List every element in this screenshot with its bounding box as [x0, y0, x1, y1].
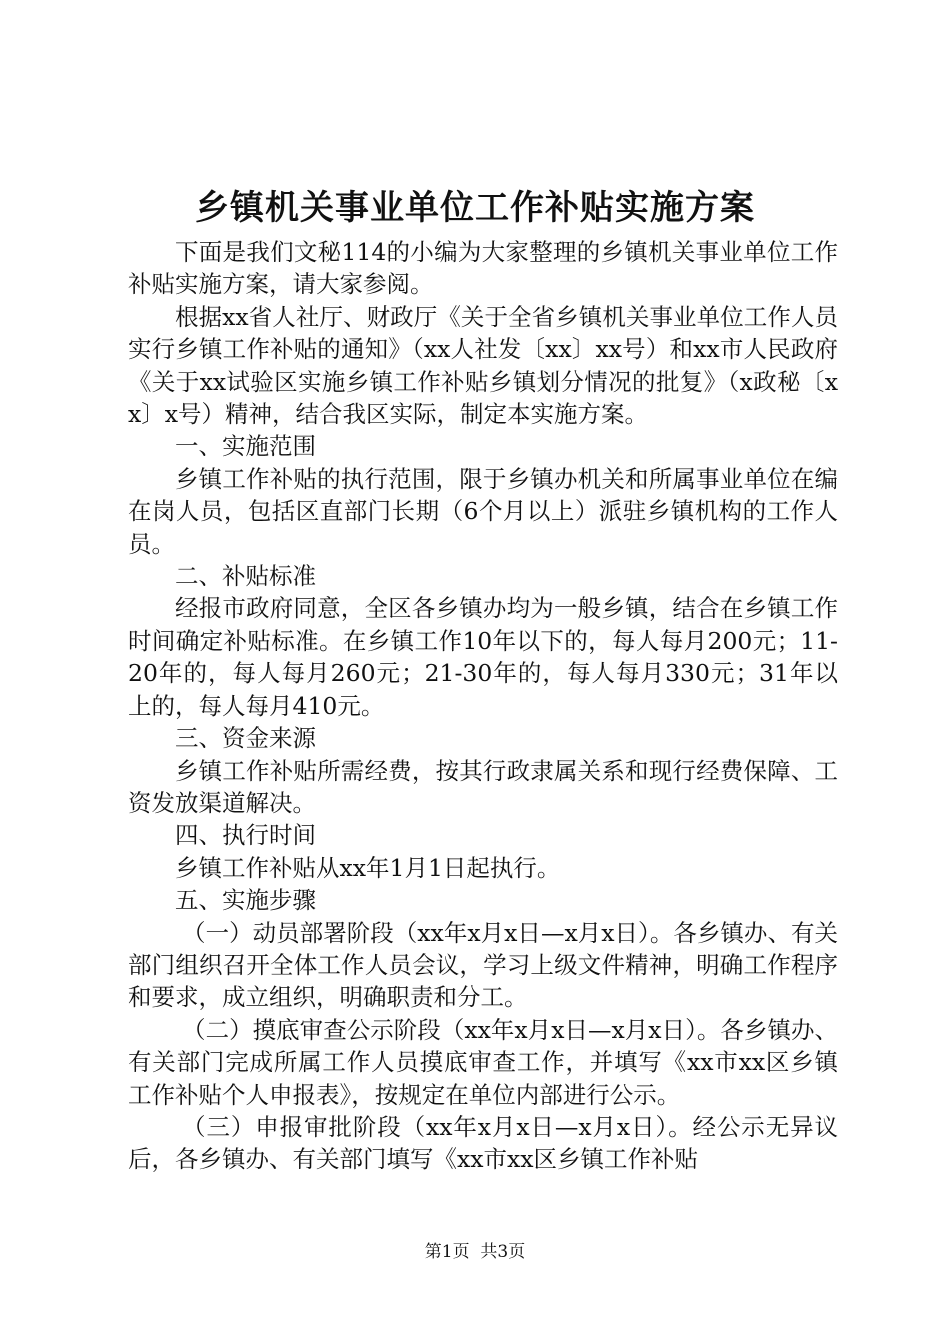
section-heading-time: 四、执行时间: [175, 821, 316, 850]
section-heading-standard: 二、补贴标准: [175, 562, 316, 591]
step-1-paragraph: （一）动员部署阶段（xx年x月x日—x月x日）。各乡镇办、有关部门组织召开全体工作人员会议，学习上级文件精神，明确工作程序和要求，成立组织，明确职责和分工。: [128, 918, 838, 1012]
step-3-paragraph: （三）申报审批阶段（xx年x月x日—x月x日）。经公示无异议后，各乡镇办、有关部门填写《xx市xx区乡镇工作补贴: [128, 1112, 838, 1174]
scope-paragraph: 乡镇工作补贴的执行范围，限于乡镇办机关和所属事业单位在编在岗人员，包括区直部门长期（6个月以上）派驻乡镇机构的工作人员。: [128, 464, 838, 558]
section-heading-scope: 一、实施范围: [175, 432, 316, 461]
section-heading-funding: 三、资金来源: [175, 724, 316, 753]
intro-paragraph: 下面是我们文秘114的小编为大家整理的乡镇机关事业单位工作补贴实施方案，请大家参阅。: [128, 238, 838, 299]
page-footer: [0, 1240, 950, 1264]
page-total: 共3页: [480, 1242, 526, 1262]
page-number: 第1页: [424, 1242, 470, 1262]
step-2-paragraph: （二）摸底审查公示阶段（xx年x月x日—x月x日）。各乡镇办、有关部门完成所属工作人员摸底审查工作，并填写《xx市xx区乡镇工作补贴个人申报表》，按规定在单位内部进行公示。: [128, 1015, 838, 1109]
funding-paragraph: 乡镇工作补贴所需经费，按其行政隶属关系和现行经费保障、工资发放渠道解决。: [128, 756, 838, 817]
standard-paragraph: 经报市政府同意，全区各乡镇办均为一般乡镇，结合在乡镇工作时间确定补贴标准。在乡镇工作10年以下的，每人每月200元；11-20年的，每人每月260元；21-30年的，每人每月330元；31年以上的，每人每月410元。: [128, 594, 838, 720]
document-body: [128, 236, 838, 1176]
section-heading-steps: 五、实施步骤: [175, 886, 316, 915]
time-paragraph: 乡镇工作补贴从xx年1月1日起执行。: [175, 853, 561, 882]
document-title: 乡镇机关事业单位工作补贴实施方案: [195, 188, 755, 228]
basis-paragraph: 根据xx省人社厅、财政厅《关于全省乡镇机关事业单位工作人员实行乡镇工作补贴的通知》（xx人社发〔xx〕xx号）和xx市人民政府《关于xx试验区实施乡镇工作补贴乡镇划分情况的批复》（x政秘〔xx〕x号）精神，结合我区实际，制定本实施方案。: [128, 302, 838, 429]
